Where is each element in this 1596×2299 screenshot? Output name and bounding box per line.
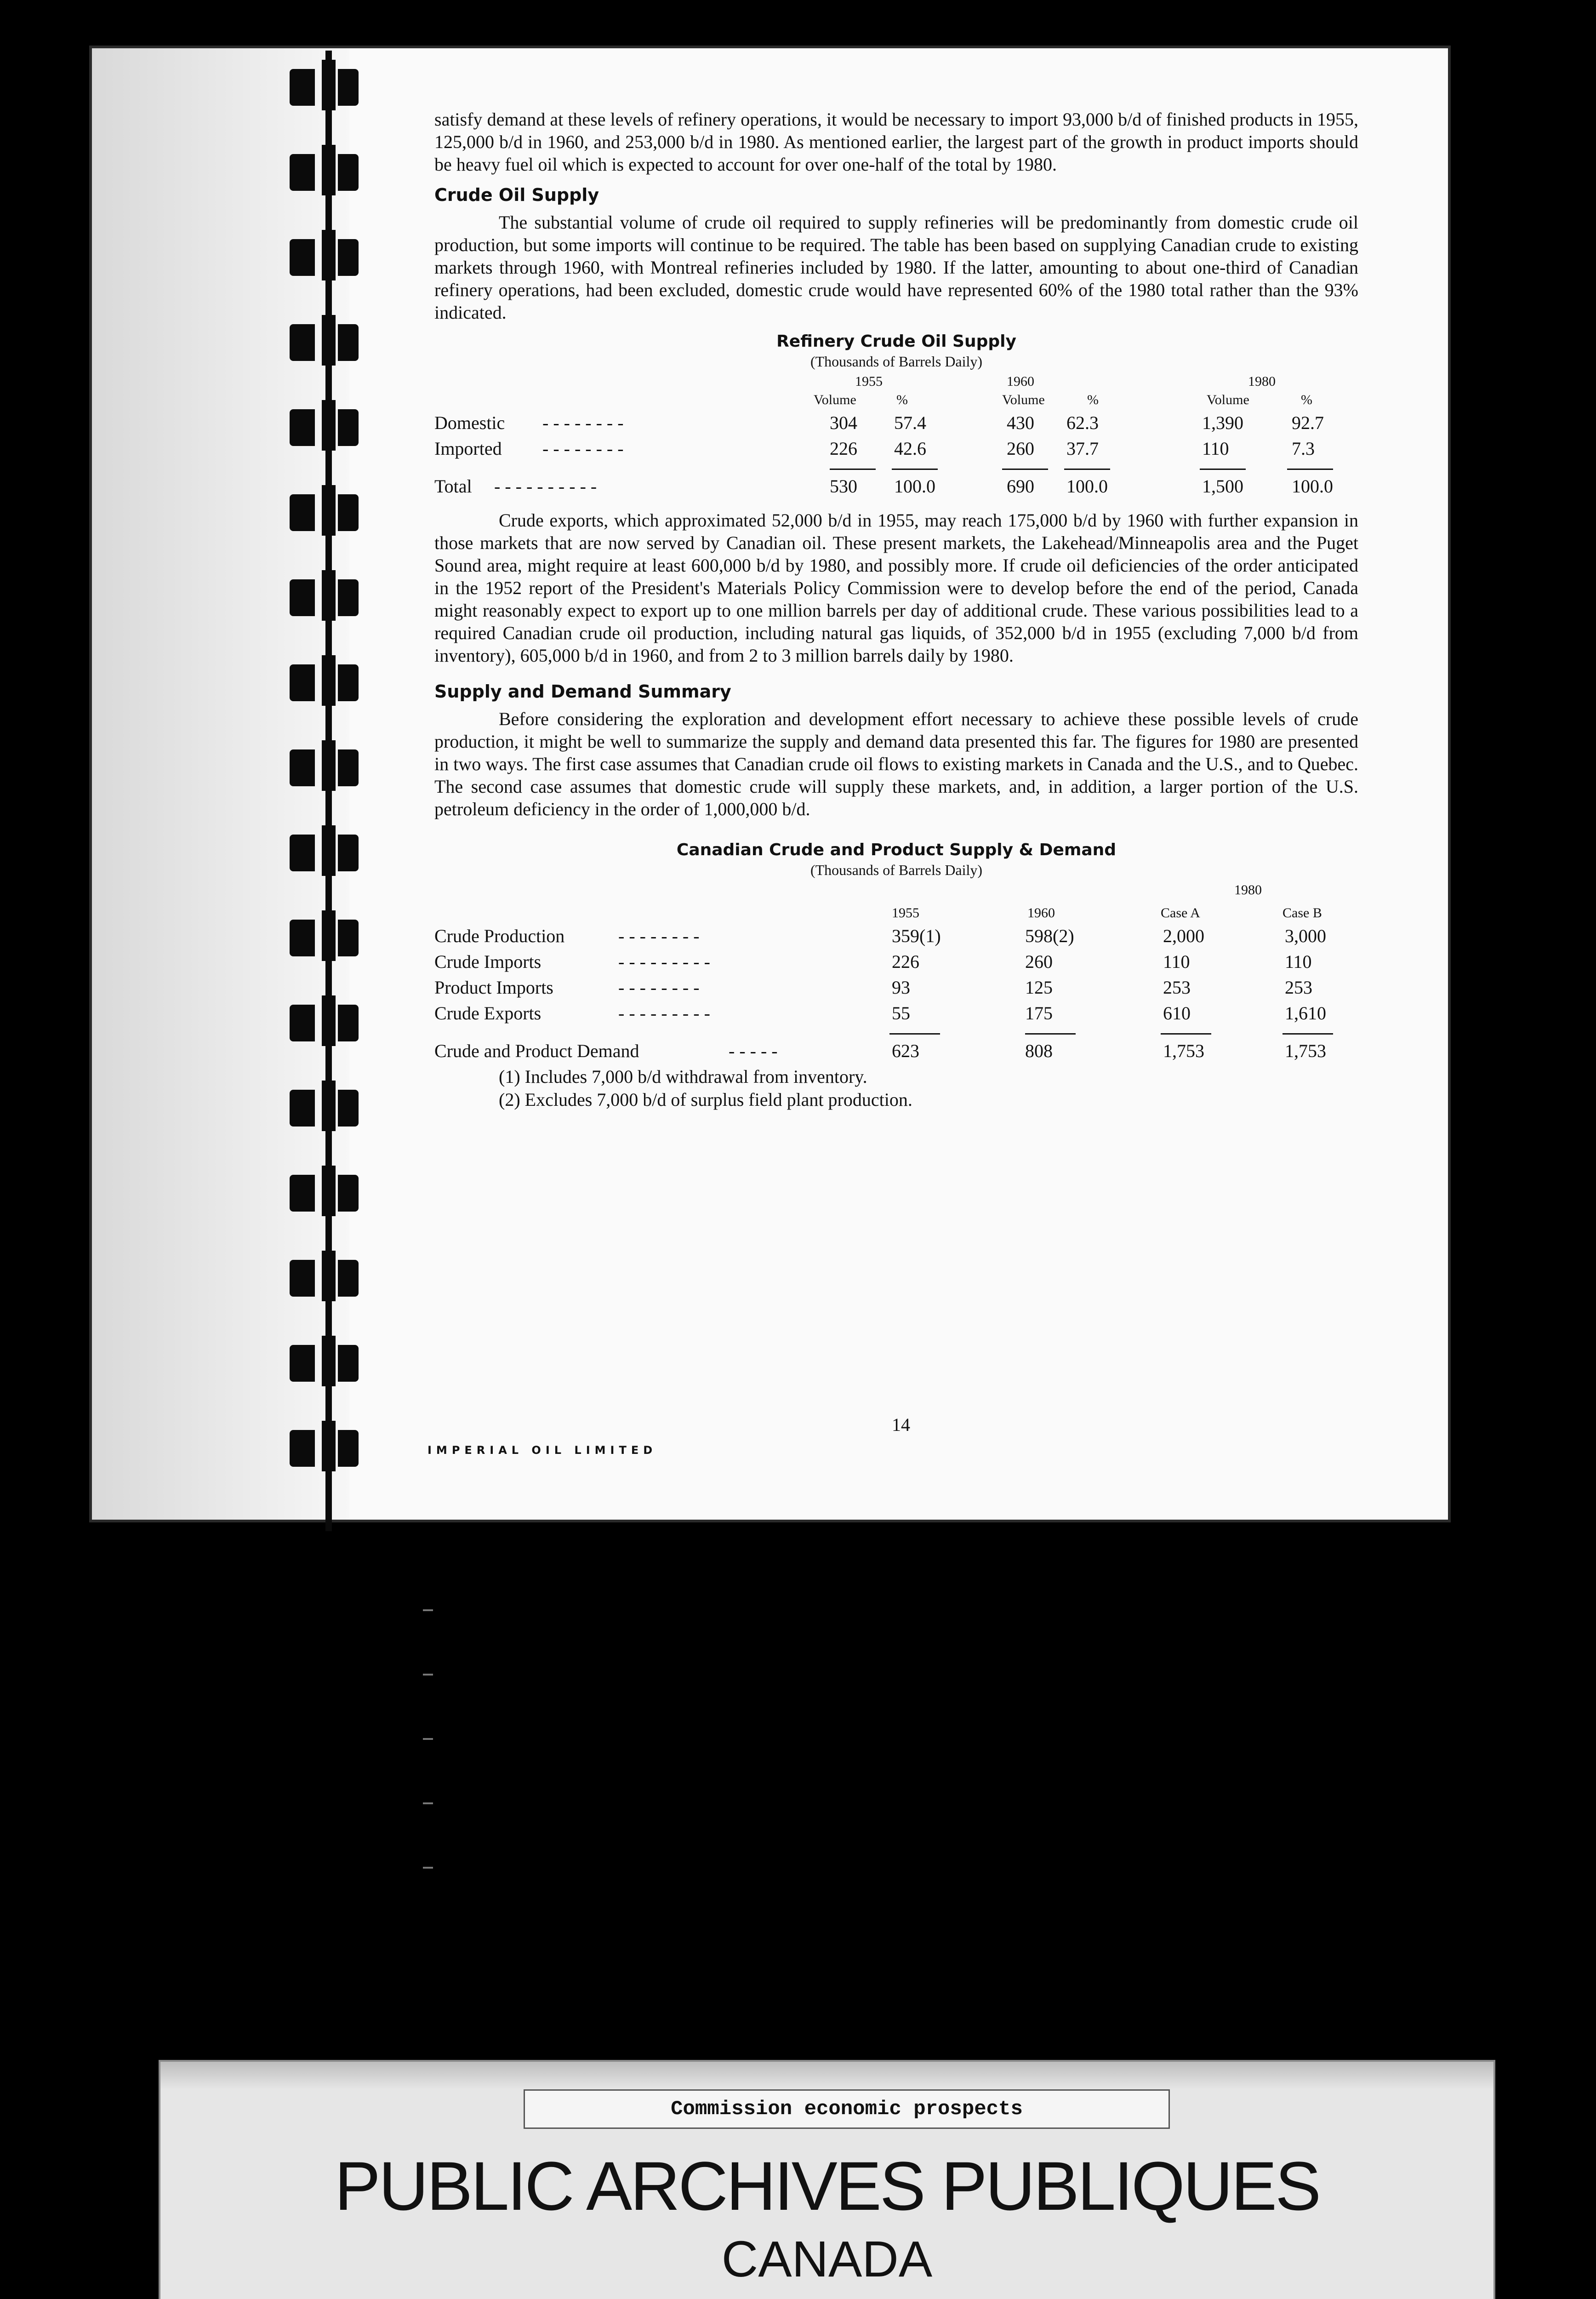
row-label: Product Imports	[434, 977, 553, 998]
table2-subtitle: (Thousands of Barrels Daily)	[810, 862, 983, 878]
spiral-coil	[290, 570, 363, 621]
row-leader: - - - - - - - -	[542, 412, 624, 433]
cell-value: 610	[1163, 1003, 1191, 1024]
archive-band	[160, 2062, 1493, 2089]
spiral-coil	[290, 1421, 363, 1471]
spiral-coil	[290, 230, 363, 280]
row-label: Total	[434, 476, 472, 497]
row-leader: - - - - - - - - - -	[494, 476, 597, 497]
table2-year-1980: 1980	[1234, 882, 1262, 898]
cell-value: 623	[892, 1041, 919, 1061]
total-rule	[434, 463, 1358, 475]
cell-value: 7.3	[1292, 438, 1315, 459]
table1-year: 1955	[855, 374, 883, 389]
cell-value: 110	[1202, 438, 1229, 459]
spiral-coil	[290, 910, 363, 961]
table2-header	[434, 879, 1358, 925]
cell-value: 808	[1025, 1041, 1053, 1061]
cell-value: 690	[1007, 476, 1034, 497]
section-heading-crude-oil-supply: Crude Oil Supply	[434, 185, 599, 205]
footer-imperial-oil: IMPERIAL OIL LIMITED	[428, 1444, 657, 1457]
row-leader: - - - - - - - - -	[618, 951, 710, 972]
table2-row	[434, 925, 1358, 950]
spiral-coil	[290, 315, 363, 366]
film-mark	[423, 1674, 433, 1676]
film-mark	[423, 1738, 433, 1740]
cell-value: 110	[1163, 951, 1190, 972]
film-mark	[423, 1867, 433, 1869]
cell-value: 92.7	[1292, 412, 1324, 433]
cell-value: 430	[1007, 412, 1034, 433]
row-leader: - - - - -	[729, 1041, 778, 1061]
table2-row	[434, 1002, 1358, 1028]
row-leader: - - - - - - - - -	[618, 1003, 710, 1024]
cell-value: 62.3	[1066, 412, 1099, 433]
table2-col: Case A	[1161, 905, 1200, 921]
cell-value: 304	[830, 412, 857, 433]
row-label: Crude and Product Demand	[434, 1041, 639, 1061]
spiral-coil	[290, 740, 363, 791]
cell-value: 110	[1285, 951, 1312, 972]
row-leader: - - - - - - - -	[542, 438, 624, 459]
cell-value: 1,753	[1163, 1041, 1204, 1061]
table2-title: Canadian Crude and Product Supply & Demand	[676, 841, 1117, 859]
table1-year: 1980	[1248, 374, 1276, 389]
film-mark	[423, 1609, 433, 1611]
table2-footnote: (1) Includes 7,000 b/d withdrawal from inventory.	[499, 1066, 867, 1087]
table1-row	[434, 437, 1358, 463]
cell-value: 125	[1025, 977, 1053, 998]
table1-col: Volume	[1002, 392, 1045, 407]
intro-paragraph: satisfy demand at these levels of refinery operations, it would be necessary to import 93,000 b/d of finished products in 1955, 125,000 b/d in 1960, and 253,000 b/d in 1980. As mentioned earlier, the largest part of the growth in product imports should be heavy fuel oil which is expected to account for over one-half of the total by 1980.	[434, 109, 1358, 175]
cell-value: 55	[892, 1003, 910, 1024]
crude-supply-paragraph: The substantial volume of crude oil required to supply refineries will be predominantly from domestic crude oil production, but some imports will continue to be required. The table has been based on supplying Canadian crude to existing markets through 1960, with Montreal refineries included by 1980. If the latter, amounting to about one-third of Canadian refinery operations, had been excluded, domestic crude would have represented 60% of the 1980 total rather than the 93% indicated.	[434, 212, 1358, 323]
spiral-coil	[290, 1166, 363, 1216]
spiral-coil	[290, 485, 363, 536]
spiral-coil	[290, 1081, 363, 1131]
table1-col: %	[896, 392, 908, 407]
cell-value: 1,610	[1285, 1003, 1326, 1024]
row-label: Crude Imports	[434, 951, 542, 972]
spiral-coil	[290, 60, 363, 110]
archive-country: CANADA	[721, 2231, 933, 2288]
cell-value: 100.0	[894, 476, 935, 497]
cell-value: 260	[1025, 951, 1053, 972]
section-heading-supply-demand: Supply and Demand Summary	[434, 681, 731, 702]
cell-value: 260	[1007, 438, 1034, 459]
table1-col: Volume	[814, 392, 856, 407]
table2-footnote: (2) Excludes 7,000 b/d of surplus field plant production.	[499, 1089, 912, 1110]
cell-value: 100.0	[1066, 476, 1108, 497]
cell-value: 226	[830, 438, 857, 459]
table2-col: Case B	[1282, 905, 1322, 921]
table1-col: %	[1087, 392, 1099, 407]
cell-value: 93	[892, 977, 910, 998]
cell-value: 175	[1025, 1003, 1053, 1024]
spiral-coil	[290, 995, 363, 1046]
row-label: Crude Exports	[434, 1003, 542, 1024]
row-leader: - - - - - - - -	[618, 926, 700, 946]
archive-label: Commission economic prospects	[524, 2089, 1170, 2129]
table2-total-row	[434, 1040, 1358, 1065]
cell-value: 226	[892, 951, 919, 972]
cell-value: 530	[830, 476, 857, 497]
spiral-coil	[290, 655, 363, 706]
table2-row	[434, 976, 1358, 1002]
cell-value: 37.7	[1066, 438, 1099, 459]
spiral-binding	[290, 60, 363, 1508]
table1-title: Refinery Crude Oil Supply	[776, 332, 1016, 351]
table1-col: Volume	[1207, 392, 1249, 407]
film-mark	[423, 1802, 433, 1804]
cell-value: 253	[1163, 977, 1191, 998]
table2-col: 1955	[892, 905, 919, 921]
page-content	[434, 108, 1358, 1111]
table1-header	[434, 370, 1358, 412]
spiral-coil	[290, 400, 363, 451]
archive-title: PUBLIC ARCHIVES PUBLIQUES	[334, 2147, 1320, 2225]
cell-value: 1,753	[1285, 1041, 1326, 1061]
archive-plate	[159, 2060, 1495, 2299]
cell-value: 57.4	[894, 412, 926, 433]
page-number: 14	[892, 1414, 910, 1435]
spiral-coil	[290, 1251, 363, 1301]
table1-year: 1960	[1007, 374, 1034, 389]
crude-exports-paragraph: Crude exports, which approximated 52,000 b/d in 1955, may reach 175,000 b/d by 1960 with further expansion in those markets that are now served by Canadian oil. These present markets, the Lakehead/Minneapolis area and the Puget Sound area, might require at least 600,000 b/d by 1980, and possibly more. If crude oil deficiencies of the order anticipated in the 1952 report of the President's Materials Policy Commission were to develop before the end of the period, Canada might reasonably expect to export up to one million barrels per day of additional crude. These various possibilities lead to a required Canadian crude oil production, including natural gas liquids, of 352,000 b/d in 1955 (excluding 7,000 b/d from inventory), 605,000 b/d in 1960, and from 2 to 3 million barrels daily by 1980.	[434, 510, 1358, 666]
table1-row	[434, 412, 1358, 437]
total-rule	[434, 1028, 1358, 1040]
row-label: Domestic	[434, 412, 505, 433]
cell-value: 359(1)	[892, 926, 941, 946]
cell-value: 42.6	[894, 438, 926, 459]
table2-row	[434, 950, 1358, 976]
table1-col: %	[1301, 392, 1312, 407]
cell-value: 3,000	[1285, 926, 1326, 946]
table2-col: 1960	[1027, 905, 1055, 921]
cell-value: 1,500	[1202, 476, 1243, 497]
cell-value: 100.0	[1292, 476, 1333, 497]
spiral-coil	[290, 825, 363, 876]
cell-value: 2,000	[1163, 926, 1204, 946]
row-label: Crude Production	[434, 926, 565, 946]
row-label: Imported	[434, 438, 502, 459]
cell-value: 1,390	[1202, 412, 1243, 433]
table1-total-row	[434, 475, 1358, 501]
table1-subtitle: (Thousands of Barrels Daily)	[810, 353, 983, 370]
cell-value: 598(2)	[1025, 926, 1074, 946]
supply-demand-paragraph: Before considering the exploration and development effort necessary to achieve these possible levels of crude production, it might be well to summarize the supply and demand data presented this far. The figures for 1980 are presented in two ways. The first case assumes that Canadian crude oil flows to existing markets in Canada and the U.S., and to Quebec. The second case assumes that domestic crude will supply these markets, and, in addition, a larger portion of the U.S. petroleum deficiency in the order of 1,000,000 b/d.	[434, 709, 1358, 819]
spiral-coil	[290, 1336, 363, 1386]
row-leader: - - - - - - - -	[618, 977, 700, 998]
cell-value: 253	[1285, 977, 1312, 998]
spiral-coil	[290, 145, 363, 195]
